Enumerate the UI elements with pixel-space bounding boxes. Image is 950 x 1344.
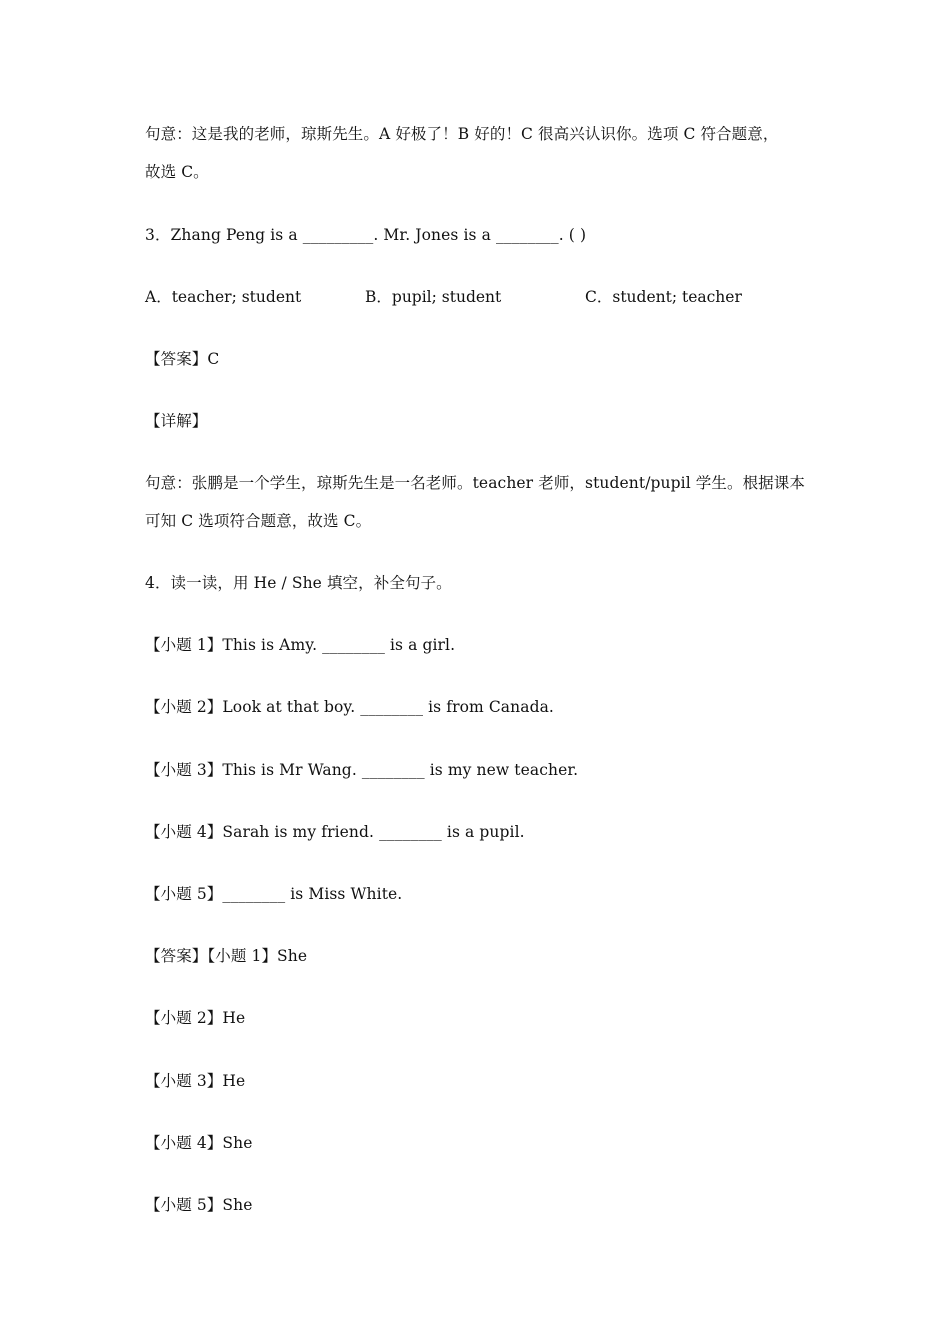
q3-detail-heading: 【详解】 bbox=[145, 412, 208, 430]
q4-answer-3: 【小题 3】He bbox=[145, 1072, 246, 1090]
q4-answer-2: 【小题 2】He bbox=[145, 1009, 246, 1027]
q4-answer-4: 【小题 4】She bbox=[145, 1134, 253, 1152]
q4-answer-5: 【小题 5】She bbox=[145, 1196, 253, 1214]
q3-stem: 3．Zhang Peng is a _________. Mr. Jones is a ________. ( ) bbox=[145, 226, 587, 244]
q3-explanation-line-1: 句意：张鹏是一个学生，琼斯先生是一名老师。teacher 老师，student/pupil 学生。根据课本 bbox=[145, 474, 805, 492]
q4-subquestion-1: 【小题 1】This is Amy. ________ is a girl. bbox=[145, 636, 456, 654]
q3-explanation-line-2: 可知 C 选项符合题意，故选 C。 bbox=[145, 512, 372, 530]
q3-answer: 【答案】C bbox=[145, 350, 220, 368]
q3-option-b: B．pupil; student bbox=[365, 288, 502, 306]
q4-stem: 4．读一读，用 He / She 填空，补全句子。 bbox=[145, 574, 452, 592]
q4-answer-1: 【答案】【小题 1】She bbox=[145, 947, 308, 965]
q2-explanation-line-2: 故选 C。 bbox=[145, 163, 209, 181]
q4-subquestion-3: 【小题 3】This is Mr Wang. ________ is my new teacher. bbox=[145, 761, 579, 779]
q2-explanation-line-1: 句意：这是我的老师，琼斯先生。A 好极了！B 好的！C 很高兴认识你。选项 C 符合题意， bbox=[145, 125, 779, 143]
q4-subquestion-5: 【小题 5】________ is Miss White. bbox=[145, 885, 403, 903]
q4-subquestion-4: 【小题 4】Sarah is my friend. ________ is a pupil. bbox=[145, 823, 525, 841]
q4-subquestion-2: 【小题 2】Look at that boy. ________ is from Canada. bbox=[145, 698, 554, 716]
q3-option-a: A．teacher; student bbox=[145, 288, 302, 306]
q3-option-c: C．student; teacher bbox=[585, 288, 742, 306]
